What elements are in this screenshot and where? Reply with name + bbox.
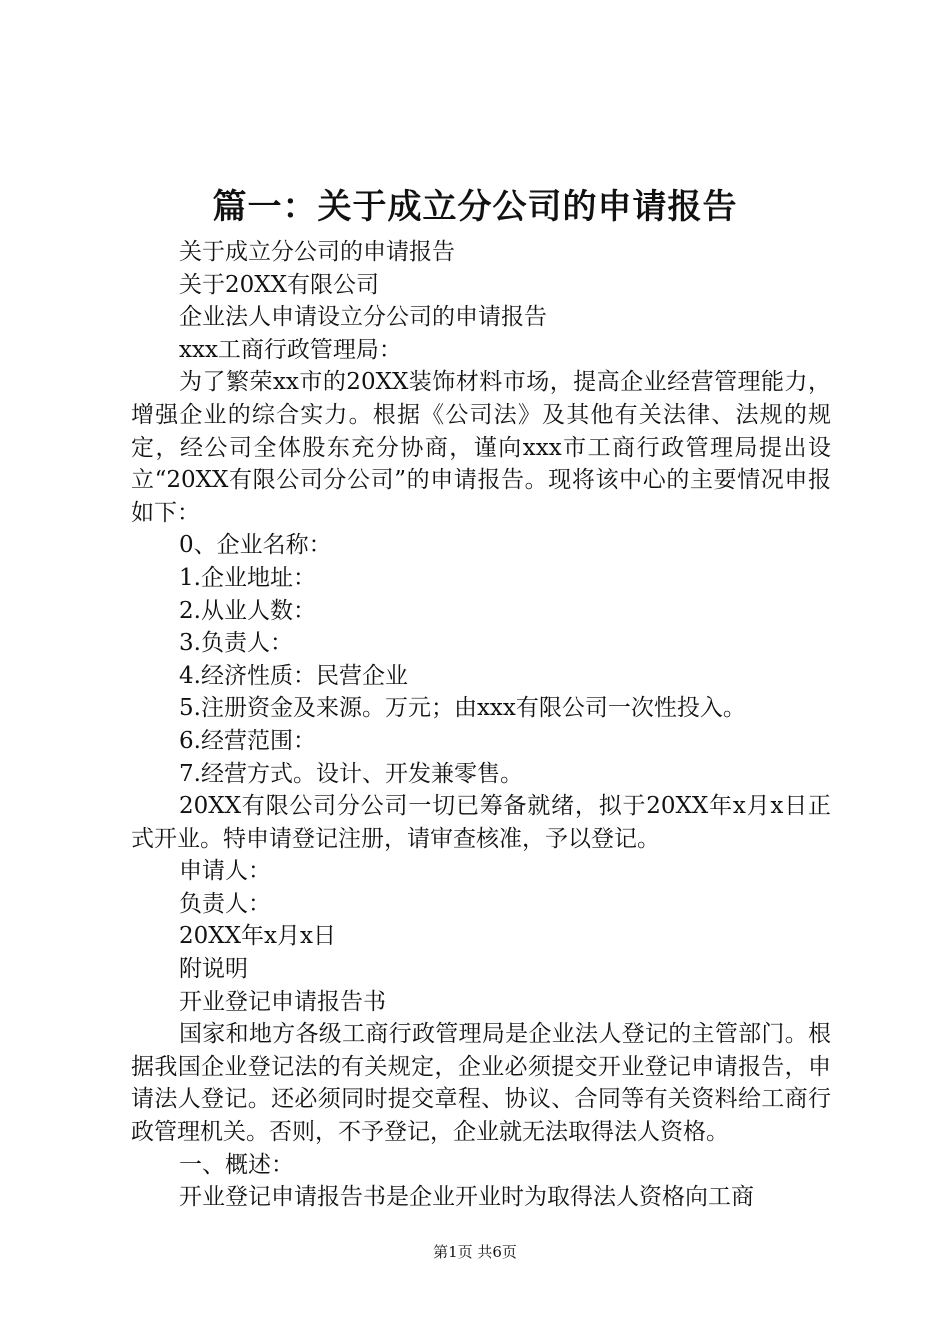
paragraph-8: 2.从业人数： bbox=[179, 597, 316, 624]
page-footer: 第1页 共6页 bbox=[433, 1243, 517, 1261]
paragraph-1: 关于成立分公司的申请报告 bbox=[179, 239, 455, 265]
document-body bbox=[131, 236, 831, 1214]
paragraph-18: 附说明 bbox=[179, 956, 248, 983]
paragraph-5: 为了繁荣xx市的20XX装饰材料市场，提高企业经营管理能力，增强企业的综合实力。根据《公司法》及其他有关法律、法规的规定，经公司全体股东充分协商，谨向xxx市工商行政管理局提出设立“20XX有限公司分公司”的申请报告。现将该中心的主要情况申报如下： bbox=[131, 369, 831, 526]
paragraph-20: 国家和地方各级工商行政管理局是企业法人登记的主管部门。根据我国企业登记法的有关规定，企业必须提交开业登记申请报告，申请法人登记。还必须同时提交章程、协议、合同等有关资料给工商行政管理机关。否则，不予登记，企业就无法取得法人资格。 bbox=[131, 1021, 831, 1146]
paragraph-10: 4.经济性质：民营企业 bbox=[179, 662, 408, 689]
paragraph-6: 0、企业名称： bbox=[179, 532, 332, 559]
document-title: 篇一：关于成立分公司的申请报告 bbox=[212, 187, 738, 227]
paragraph-21: 一、概述： bbox=[179, 1151, 294, 1178]
paragraph-9: 3.负责人： bbox=[179, 630, 293, 657]
paragraph-14: 20XX有限公司分公司一切已筹备就绪，拟于20XX年x月x日正式开业。特申请登记注册，请审查核准，予以登记。 bbox=[131, 793, 831, 852]
paragraph-12: 6.经营范围： bbox=[179, 727, 316, 754]
paragraph-22: 开业登记申请报告书是企业开业时为取得法人资格向工商 bbox=[179, 1184, 754, 1211]
paragraph-19: 开业登记申请报告书 bbox=[179, 988, 386, 1015]
paragraph-13: 7.经营方式。设计、开发兼零售。 bbox=[179, 760, 523, 787]
paragraph-15: 申请人： bbox=[179, 858, 271, 885]
paragraph-4: xxx工商行政管理局： bbox=[179, 336, 402, 363]
paragraph-16: 负责人： bbox=[179, 890, 271, 917]
paragraph-7: 1.企业地址： bbox=[179, 564, 316, 591]
paragraph-17: 20XX年x月x日 bbox=[179, 923, 336, 950]
paragraph-3: 企业法人申请设立分公司的申请报告 bbox=[179, 304, 547, 331]
paragraph-2: 关于20XX有限公司 bbox=[179, 271, 380, 298]
paragraph-11: 5.注册资金及来源。万元；由xxx有限公司一次性投入。 bbox=[179, 695, 746, 722]
